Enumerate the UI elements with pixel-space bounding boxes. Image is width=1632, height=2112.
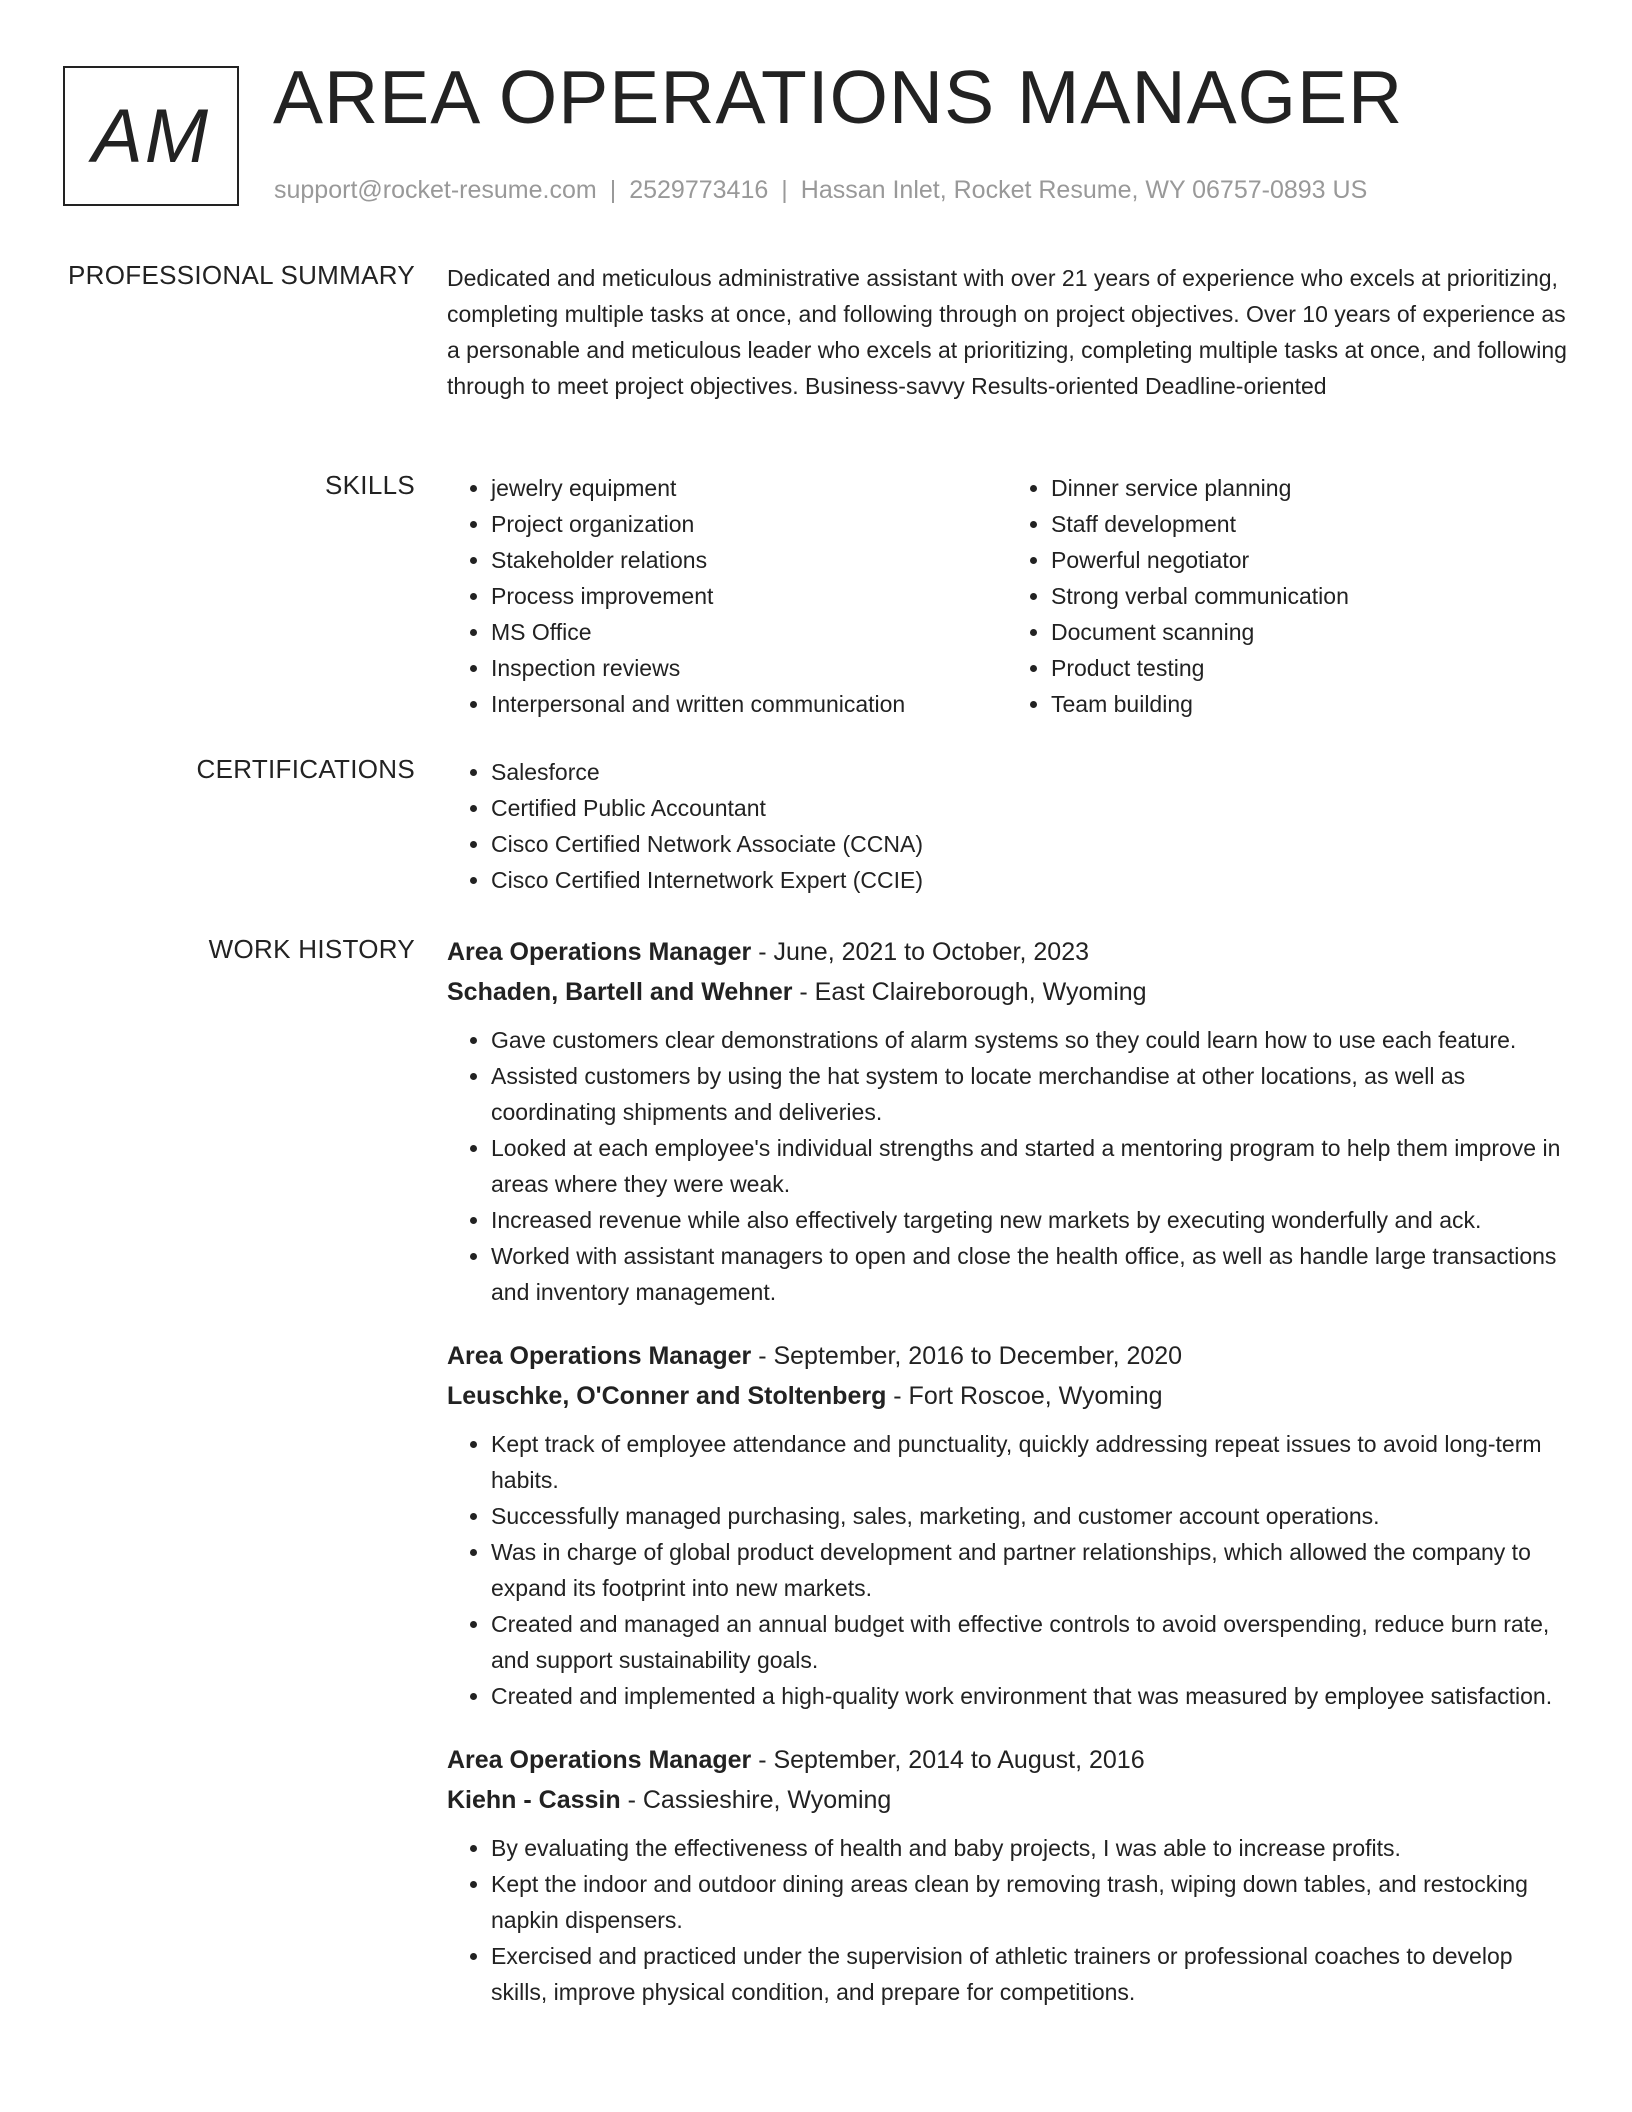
job-company: Kiehn - Cassin	[447, 1786, 621, 1814]
monogram-logo: AM	[63, 66, 239, 206]
summary-text: Dedicated and meticulous administrative assistant with over 21 years of experience who excels at prioritizing, completing multiple tasks at once, and following through on project objectives. Over 10 years of experience as a personable and meticulous leader who excels at prioritizing, completing multiple tasks at once, and following through to meet project objectives. Business-savvy Results-oriented Deadline-oriented	[447, 265, 1567, 399]
contact-phone[interactable]: 2529773416	[629, 176, 769, 204]
skills-grid	[447, 470, 1567, 722]
job-title: Area Operations Manager	[447, 1746, 752, 1774]
contact-line	[274, 176, 1367, 205]
skill-item: • Interpersonal and written communication	[491, 686, 1007, 722]
job-bullets	[447, 1830, 1567, 2010]
job-bullet: • Worked with assistant managers to open and close the health office, as well as handle large transactions and inventory management.	[491, 1238, 1567, 1310]
job-bullet: • Looked at each employee's individual strengths and started a mentoring program to help them improve in areas where they were weak.	[491, 1130, 1567, 1202]
certification-item: • Salesforce	[491, 754, 1567, 790]
skill-item: • Dinner service planning	[1051, 470, 1567, 506]
contact-address: Hassan Inlet, Rocket Resume, WY 06757-0893 US	[800, 176, 1368, 204]
job-bullet: • Increased revenue while also effectively targeting new markets by executing wonderfully and ack.	[491, 1202, 1567, 1238]
job-title-line	[447, 1336, 1567, 1376]
skill-item: • Process improvement	[491, 578, 1007, 614]
skill-item: • Staff development	[1051, 506, 1567, 542]
work-history-body	[447, 932, 1567, 2036]
job-title-line	[447, 932, 1567, 972]
contact-email[interactable]: support@rocket-resume.com	[274, 176, 597, 204]
skill-item: • MS Office	[491, 614, 1007, 650]
skills-column-2	[1007, 470, 1567, 722]
skill-item: • Stakeholder relations	[491, 542, 1007, 578]
skill-item: • Product testing	[1051, 650, 1567, 686]
job-location: - Fort Roscoe, Wyoming	[886, 1382, 1163, 1410]
job-company: Leuschke, O'Conner and Stoltenberg	[447, 1382, 887, 1410]
skill-item: • Team building	[1051, 686, 1567, 722]
job-bullet: • Created and implemented a high-quality work environment that was measured by employee satisfaction.	[491, 1678, 1567, 1714]
job-entry	[447, 1336, 1567, 1714]
job-dates: - September, 2016 to December, 2020	[751, 1342, 1183, 1370]
job-title-line	[447, 1740, 1567, 1780]
job-bullets	[447, 1426, 1567, 1714]
certifications-heading: CERTIFICATIONS	[196, 754, 415, 784]
certifications-list	[447, 754, 1567, 898]
job-company-line	[447, 1376, 1567, 1416]
job-bullet: • Was in charge of global product development and partner relationships, which allowed the company to expand its footprint into new markets.	[491, 1534, 1567, 1606]
skills-heading: SKILLS	[325, 470, 415, 500]
job-bullet: • Gave customers clear demonstrations of alarm systems so they could learn how to use each feature.	[491, 1022, 1567, 1058]
job-bullets	[447, 1022, 1567, 1310]
job-company-line	[447, 1780, 1567, 1820]
job-bullet: • Successfully managed purchasing, sales, marketing, and customer account operations.	[491, 1498, 1567, 1534]
work-history-heading: WORK HISTORY	[208, 934, 415, 964]
certification-item: • Cisco Certified Network Associate (CCNA)	[491, 826, 1567, 862]
job-location: - East Claireborough, Wyoming	[792, 978, 1147, 1006]
contact-separator: |	[609, 176, 617, 204]
job-title: Area Operations Manager	[447, 938, 752, 966]
job-company-line	[447, 972, 1567, 1012]
job-title: Area Operations Manager	[447, 1342, 752, 1370]
job-bullet: • Assisted customers by using the hat system to locate merchandise at other locations, as well as coordinating shipments and deliveries.	[491, 1058, 1567, 1130]
job-bullet: • Kept track of employee attendance and punctuality, quickly addressing repeat issues to avoid long-term habits.	[491, 1426, 1567, 1498]
skill-item: • Project organization	[491, 506, 1007, 542]
job-company: Schaden, Bartell and Wehner	[447, 978, 793, 1006]
skill-item: • Inspection reviews	[491, 650, 1007, 686]
job-dates: - June, 2021 to October, 2023	[751, 938, 1089, 966]
certification-item: • Cisco Certified Internetwork Expert (CCIE)	[491, 862, 1567, 898]
skills-column-1	[447, 470, 1007, 722]
job-bullet: • Kept the indoor and outdoor dining areas clean by removing trash, wiping down tables, and restocking napkin dispensers.	[491, 1866, 1567, 1938]
summary-heading: PROFESSIONAL SUMMARY	[68, 260, 415, 290]
job-entry	[447, 1740, 1567, 2010]
skills-body	[447, 470, 1567, 722]
resume-title: AREA OPERATIONS MANAGER	[273, 55, 1404, 139]
skill-item: • Strong verbal communication	[1051, 578, 1567, 614]
job-dates: - September, 2014 to August, 2016	[751, 1746, 1145, 1774]
certification-item: • Certified Public Accountant	[491, 790, 1567, 826]
contact-separator: |	[781, 176, 788, 204]
job-bullet: • Exercised and practiced under the supervision of athletic trainers or professional coaches to develop skills, improve physical condition, and prepare for competitions.	[491, 1938, 1567, 2010]
job-location: - Cassieshire, Wyoming	[620, 1786, 892, 1814]
certifications-body	[447, 754, 1567, 898]
job-bullet: • By evaluating the effectiveness of health and baby projects, I was able to increase profits.	[491, 1830, 1567, 1866]
job-bullet: • Created and managed an annual budget with effective controls to avoid overspending, reduce burn rate, and support sustainability goals.	[491, 1606, 1567, 1678]
skill-item: • Powerful negotiator	[1051, 542, 1567, 578]
job-entry	[447, 932, 1567, 1310]
skill-item: • Document scanning	[1051, 614, 1567, 650]
skill-item: • jewelry equipment	[491, 470, 1007, 506]
